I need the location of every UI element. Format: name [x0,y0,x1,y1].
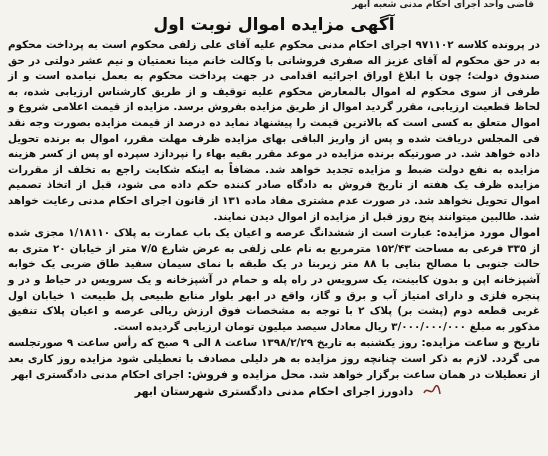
place-text: اجرای احکام مدنی دادگستری ابهر [11,369,184,382]
handwritten-mark-icon [422,384,442,398]
notice-body [8,38,540,384]
time-paragraph [8,335,540,384]
time-text: روز یکشنبه به تاریخ ۱۳۹۸/۲/۲۹ ساعت ۸ الی ۹ صبح که رأس ساعت ۹ صورتجلسه می گردد. لازم به ذکر است چنانچه روز مزایده به هر دلیلی مصادف با تعطیلی شود مزایده روز کاری بعد از تعطیلات در همان ساعت برگزار خواهد شد. [8,337,540,382]
place-label: محل مزایده و فروش: [187,368,306,382]
signature: دادورز اجرای احکام مدنی دادگستری شهرستان ابهر [134,385,414,399]
page-title: آگهی مزایده اموال نوبت اول [153,15,395,35]
header-strip: قاضی واحد اجرای احکام مدنی شعبه ابهر [352,0,534,10]
property-paragraph [8,225,540,335]
property-text: عبارت است از ششدانگ عرصه و اعیان یک باب عمارت به پلاک ۱/۱۸۱۱۰ مجزی شده از ۳۳۵ فرعی به مساحت ۱۵۲/۴۳ مترمربع به نام علی زلفی به عرض شارع ۷/۵ متر از خیابان ۲۰ متری به حالت جنوبی با مصالح بنایی با ۸۸ متر زیربنا در یک طبقه با نمای سیمان سفید طاق ضربی یک خوابه آشپزخانه اپن و بدون کابینت، یک سرویس در راه پله و حمام در آشپزخانه و یک سرویس در حیاط و در و پنجره فلزی و دارای امتیاز آب و برق و گاز، واقع در ابهر بلوار منابع طبیعی پل طبیعت ۱ خیابان اول غربی قطعه دوم (پشت بر) پلاک ۲ با توجه به مشخصات فوق ارزش ریالی عرصه و اعیان پلاک تنفیق مذکور به مبلغ ۳/۰۰۰/۰۰۰/۰۰۰ ریال معادل سیصد میلیون تومان ارزیابی گردیده است. [8,227,540,333]
property-label: اموال مورد مزایده: [436,226,540,240]
time-label: تاریخ و ساعت مزایده: [421,336,540,350]
intro-paragraph: در پرونده کلاسه ۹۷۱۱۰۲ اجرای احکام مدنی محکوم علیه آقای علی زلفی محکوم است به پرداخت محکوم به در حق محکوم له آقای عزیز اله صفری فروشانی با وکالت خانم مینا نعمتیان و نیم عشر دولتی در حق صندوق دولت؛ چون با ابلاغ اوراق اجرائیه اقدامی در جهت پرداخت محکوم به بعمل نیامده است و از طرفی از سوی محکوم له اموال بالمعارض محکوم علیه توقیف و از طریق کارشناس ارزیابی شده، به لحاظ قطعیت ارزیابی، مقرر گردید اموال از طریق مزایده بفروش برسد. مزایده از قیمت اعلامی شروع و اموال متعلق به کسی است که بالاترین قیمت را پیشنهاد نماید ده درصد از قیمت مزایده بصورت وجه نقد فی المجلس دریافت شده و پس از واریز الباقی بهای مزایده ظرف مهلت مقرر، اموال به برنده تحویل داده خواهد شد. در صورتیکه برنده مزایده در موعد مقرر بقیه بهاء را نپردازد سپرده او پس از کسر هزینه مزایده به نفع دولت ضبط و مزایده تجدید خواهد شد. مضافاً به اینکه شکایت راجع به تخلف از مقررات مزایده ظرف یک هفته از تاریخ فروش به دادگاه صادر کننده حکم داده می شود، قبل از اتخاذ تصمیم اموال تحویل نخواهد شد. در صورت عدم مشتری مفاد ماده ۱۳۱ از قانون اجرای احکام مدنی رعایت خواهد شد. طالبین میتوانند پنج روز قبل از مزایده از اموال دیدن نمایند. [8,39,541,223]
